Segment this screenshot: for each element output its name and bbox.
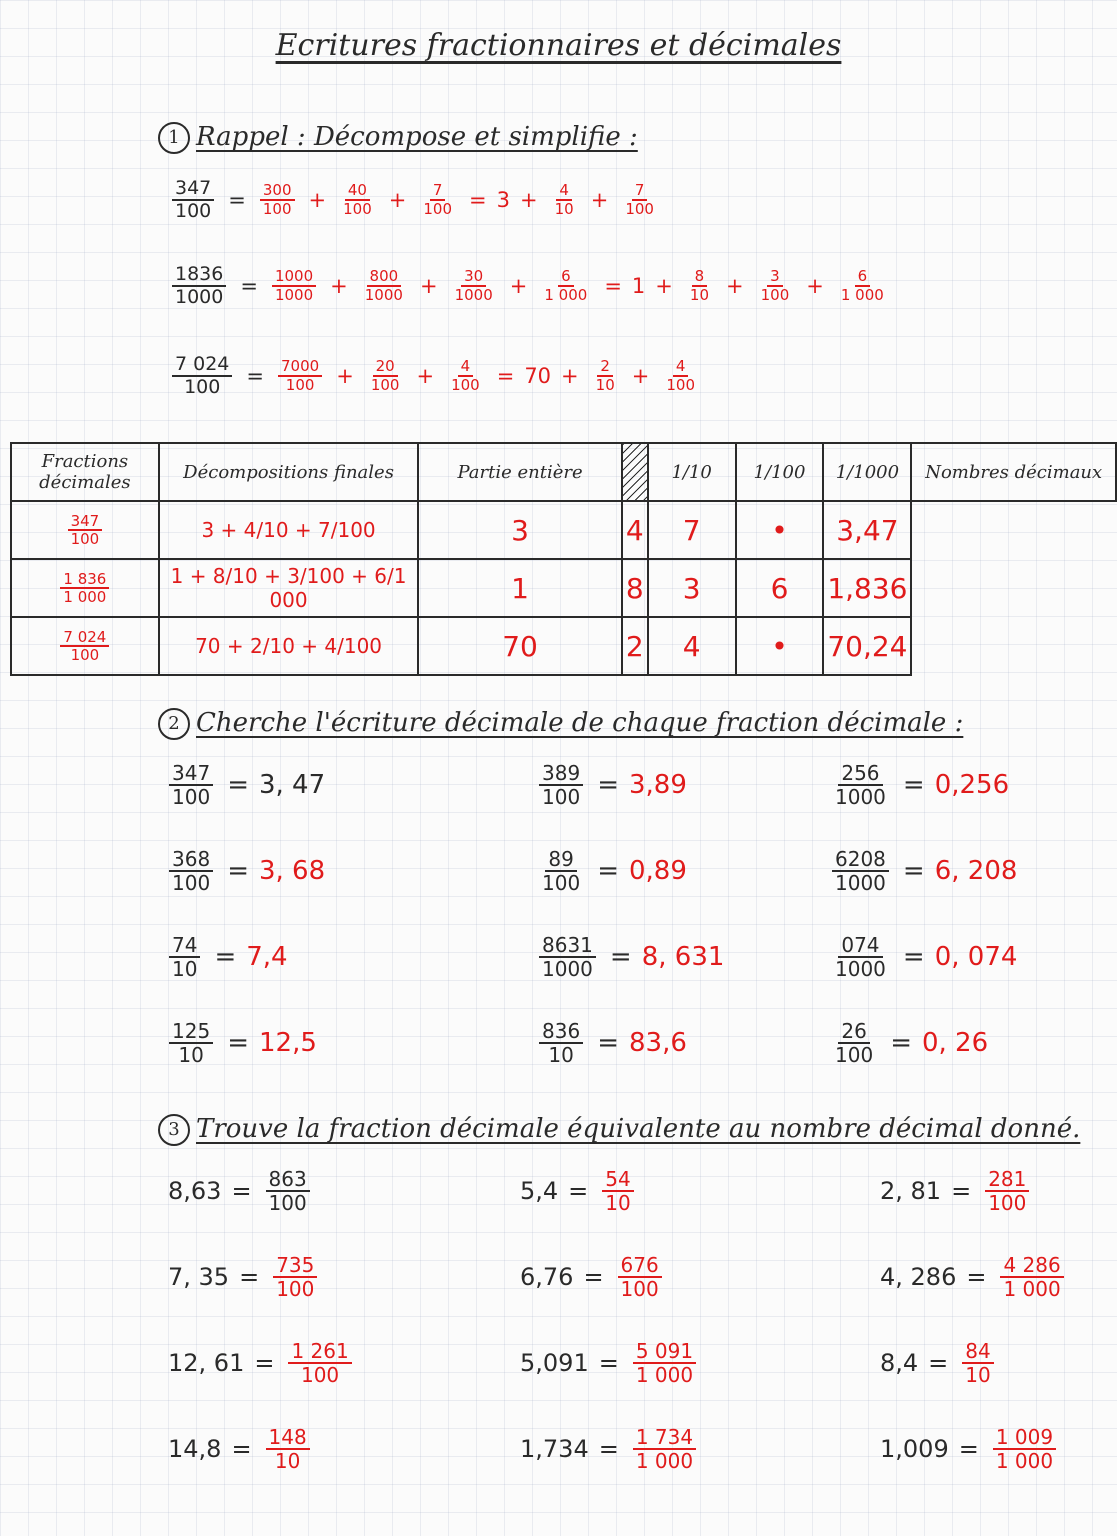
exercise-3-item: [880, 1254, 1068, 1300]
numerator: 84: [962, 1340, 993, 1364]
column-header: 1/100: [736, 443, 824, 501]
table-cell: 70 + 2/10 + 4/100: [159, 617, 419, 675]
fraction-answer: [633, 1340, 696, 1386]
table-cell: 8: [622, 559, 648, 617]
plus-sign: +: [330, 273, 348, 298]
exercise-3-item: [520, 1340, 700, 1386]
fraction: [832, 762, 889, 808]
fraction-answer: [1000, 1254, 1063, 1300]
fraction-answer: [288, 1340, 351, 1386]
equals-sign: =: [928, 1349, 949, 1377]
denominator: 100: [988, 1191, 1027, 1215]
exercise-3-item: [880, 1340, 998, 1386]
denominator: 10: [965, 1363, 991, 1387]
table-cell: 2: [622, 617, 648, 675]
denominator: 100: [760, 285, 790, 304]
denominator: 1 000: [840, 285, 884, 304]
fraction: [260, 182, 295, 217]
exercise-2-item: [535, 934, 724, 980]
plus-sign: +: [726, 273, 744, 298]
numerator: 800: [367, 268, 402, 287]
decimal-answer: 6, 208: [934, 856, 1018, 886]
numerator: 8631: [539, 934, 596, 958]
page-title: Ecritures fractionnaires et décimales: [275, 28, 842, 63]
equals-sign: =: [227, 856, 249, 886]
equals-sign: =: [239, 1263, 260, 1291]
exercise-2-item: [535, 1020, 687, 1066]
numerator: 20: [373, 358, 398, 377]
decimal-number: 2, 81: [880, 1177, 942, 1205]
fraction: [687, 268, 712, 303]
fraction: [362, 268, 406, 303]
column-header: Nombres décimaux: [911, 443, 1116, 501]
table-cell: [11, 559, 159, 617]
fraction: [68, 513, 103, 548]
numerator: 6: [558, 268, 574, 287]
table-cell: [11, 617, 159, 675]
column-header: Fractions décimales: [11, 443, 159, 501]
table-cell: 3,47: [823, 501, 911, 559]
decimal-number: 14,8: [168, 1435, 222, 1463]
equals-sign: =: [597, 770, 619, 800]
equals-sign: =: [246, 363, 265, 388]
plus-sign: +: [308, 187, 327, 212]
denominator: 1 000: [635, 1363, 694, 1387]
numerator: 4: [673, 358, 689, 377]
denominator: 100: [542, 785, 581, 809]
decimal-answer: 0, 26: [921, 1028, 989, 1058]
equals-sign: =: [597, 856, 619, 886]
numerator: 4: [458, 358, 474, 377]
numerator: 300: [260, 182, 295, 201]
column-header: 1/1000: [823, 443, 911, 501]
fraction: [832, 848, 889, 894]
numerator: 347: [68, 513, 103, 532]
numerator: 7000: [278, 358, 322, 377]
plus-sign: +: [388, 187, 407, 212]
decimal-number: 1,009: [880, 1435, 949, 1463]
fraction: [172, 264, 226, 308]
numerator: 1836: [172, 264, 226, 287]
table-row: [11, 559, 1116, 617]
equals-sign: =: [597, 1028, 619, 1058]
decimal-number: 5,091: [520, 1349, 589, 1377]
denominator: 1 000: [544, 285, 588, 304]
denominator: 1000: [274, 285, 314, 304]
denominator: 10: [178, 1043, 204, 1067]
integer-part: 70: [524, 363, 552, 388]
separator-column: [622, 443, 648, 501]
equals-sign: =: [951, 1177, 972, 1205]
plus-sign: +: [590, 187, 609, 212]
numerator: 347: [169, 762, 213, 786]
equals-sign: =: [469, 187, 487, 212]
denominator: 1000: [175, 285, 224, 308]
denominator: 100: [666, 375, 695, 394]
numerator: 7 024: [172, 354, 232, 377]
fraction-answer: [993, 1426, 1056, 1472]
decimal-table: [10, 442, 1117, 676]
numerator: 54: [602, 1168, 633, 1192]
fraction: [539, 762, 583, 808]
column-header: 1/10: [648, 443, 736, 501]
denominator: 100: [70, 530, 100, 549]
exercise-3-item: [168, 1426, 314, 1472]
plus-sign: +: [561, 363, 579, 388]
numerator: 6208: [832, 848, 889, 872]
denominator: 10: [689, 285, 709, 304]
fraction-answer: [266, 1168, 310, 1214]
table-cell: 6: [736, 559, 824, 617]
fraction: [169, 762, 213, 808]
table-cell: 4: [622, 501, 648, 559]
table-cell: •: [736, 617, 824, 675]
plus-sign: +: [631, 363, 650, 388]
equals-sign: =: [902, 942, 925, 972]
fraction: [832, 934, 889, 980]
decimal-number: 12, 61: [168, 1349, 245, 1377]
numerator: 1 836: [60, 571, 109, 590]
table-cell: 7: [648, 501, 736, 559]
denominator: 100: [625, 199, 654, 218]
exercise-3-item: [880, 1168, 1033, 1214]
section-3-title-text: Trouve la fraction décimale équivalente au nombre décimal donné.: [196, 1114, 1081, 1144]
column-header: Partie entière: [418, 443, 621, 501]
exercise-3-item: [168, 1168, 314, 1214]
denominator: 1000: [835, 785, 886, 809]
exercise-3-item: [880, 1426, 1060, 1472]
denominator: 100: [184, 375, 221, 398]
denominator: 10: [595, 375, 615, 394]
decimal-answer: 3,89: [628, 770, 687, 800]
numerator: 256: [838, 762, 882, 786]
fraction-answer: [618, 1254, 662, 1300]
numerator: 2: [597, 358, 613, 377]
numerator: 6: [855, 268, 871, 287]
fraction: [541, 268, 590, 303]
plus-sign: +: [336, 363, 354, 388]
denominator: 100: [175, 199, 212, 222]
fraction: [552, 182, 577, 217]
equals-sign: =: [902, 856, 925, 886]
table-cell: 70,24: [823, 617, 911, 675]
numerator: 389: [539, 762, 583, 786]
table-cell: [11, 501, 159, 559]
fraction: [60, 571, 109, 606]
numerator: 735: [273, 1254, 317, 1278]
equals-sign: =: [583, 1263, 604, 1291]
numerator: 1 261: [288, 1340, 351, 1364]
exercise-3-item: [520, 1426, 700, 1472]
equals-sign: =: [231, 1177, 252, 1205]
fraction: [340, 182, 375, 217]
numerator: 1 009: [993, 1426, 1056, 1450]
exercise-2-item: [828, 762, 1009, 808]
numerator: 368: [169, 848, 213, 872]
fraction: [169, 848, 213, 894]
numerator: 7 024: [60, 629, 109, 648]
denominator: 100: [262, 199, 292, 218]
fraction: [172, 354, 232, 398]
denominator: 100: [285, 375, 315, 394]
decimal-number: 1,734: [520, 1435, 589, 1463]
denominator: 100: [343, 199, 372, 218]
exercise-2-item: [165, 762, 325, 808]
denominator: 1000: [454, 285, 493, 304]
exercise-3-item: [520, 1254, 666, 1300]
denominator: 100: [70, 646, 100, 665]
section-1-title: [158, 122, 638, 154]
table-cell: 70: [418, 617, 621, 675]
numerator: 74: [169, 934, 200, 958]
denominator: 100: [276, 1277, 315, 1301]
plus-sign: +: [806, 273, 824, 298]
denominator: 1 000: [635, 1449, 694, 1473]
fraction-answer: [602, 1168, 633, 1214]
fraction: [593, 358, 618, 393]
decimal-answer: 0,256: [934, 770, 1010, 800]
section-2-number: 2: [158, 708, 190, 740]
decomposition-row-1: [168, 178, 661, 222]
numerator: 3: [767, 268, 783, 287]
table-cell: 3 + 4/10 + 7/100: [159, 501, 419, 559]
table-cell: 1: [418, 559, 621, 617]
numerator: 148: [266, 1426, 310, 1450]
exercise-2-item: [828, 1020, 988, 1066]
integer-part: 3: [496, 187, 510, 212]
section-2-title: [158, 708, 963, 740]
plus-sign: +: [509, 273, 528, 298]
numerator: 7: [632, 182, 648, 201]
numerator: 1 734: [633, 1426, 696, 1450]
numerator: 281: [985, 1168, 1029, 1192]
fraction: [368, 358, 403, 393]
denominator: 1000: [835, 957, 886, 981]
denominator: 100: [620, 1277, 659, 1301]
decimal-answer: 83,6: [628, 1028, 687, 1058]
denominator: 100: [172, 785, 211, 809]
equals-sign: =: [598, 1349, 619, 1377]
numerator: 4: [556, 182, 572, 201]
fraction-answer: [962, 1340, 993, 1386]
equals-sign: =: [227, 770, 249, 800]
section-1-number: 1: [158, 122, 190, 154]
equals-sign: =: [228, 187, 246, 212]
equals-sign: =: [240, 273, 258, 298]
fraction: [60, 629, 109, 664]
fraction-answer: [266, 1426, 310, 1472]
equals-sign: =: [231, 1435, 252, 1463]
equals-sign: =: [966, 1263, 987, 1291]
fraction: [539, 848, 583, 894]
fraction: [838, 268, 887, 303]
numerator: 5 091: [633, 1340, 696, 1364]
fraction: [758, 268, 793, 303]
denominator: 1000: [835, 871, 886, 895]
table-cell: 4: [648, 617, 736, 675]
table-cell: 1,836: [823, 559, 911, 617]
decomposition-row-2: [168, 264, 891, 308]
fraction-answer: [273, 1254, 317, 1300]
exercise-3-item: [168, 1254, 321, 1300]
fraction: [539, 1020, 583, 1066]
fraction: [172, 178, 214, 222]
fraction: [832, 1020, 876, 1066]
denominator: 1 000: [63, 588, 107, 607]
decimal-answer: 7,4: [246, 942, 288, 972]
denominator: 100: [370, 375, 400, 394]
denominator: 1 000: [995, 1449, 1054, 1473]
numerator: 4 286: [1000, 1254, 1063, 1278]
decimal-number: 5,4: [520, 1177, 559, 1205]
decimal-number: 7, 35: [168, 1263, 230, 1291]
numerator: 836: [539, 1020, 583, 1044]
decimal-answer: 12,5: [258, 1028, 317, 1058]
equals-sign: =: [598, 1435, 619, 1463]
denominator: 1 000: [1003, 1277, 1061, 1301]
decimal-number: 4, 286: [880, 1263, 957, 1291]
table-cell: 3: [648, 559, 736, 617]
exercise-2-item: [535, 848, 687, 894]
section-3-title: [158, 1114, 1080, 1146]
fraction: [452, 268, 496, 303]
numerator: 347: [172, 178, 214, 201]
fraction: [420, 182, 455, 217]
fraction-answer: [633, 1426, 696, 1472]
exercise-2-item: [165, 934, 288, 980]
fraction: [448, 358, 483, 393]
equals-sign: =: [214, 942, 237, 972]
fraction: [622, 182, 657, 217]
numerator: 30: [461, 268, 486, 287]
denominator: 100: [451, 375, 480, 394]
decimal-answer: 3, 68: [258, 856, 326, 886]
exercise-2-item: [535, 762, 687, 808]
section-2-title-text: Cherche l'écriture décimale de chaque fraction décimale :: [196, 708, 964, 738]
fraction: [169, 934, 200, 980]
plus-sign: +: [416, 363, 435, 388]
numerator: 863: [266, 1168, 310, 1192]
decimal-number: 8,63: [168, 1177, 222, 1205]
exercise-3-item: [520, 1168, 638, 1214]
table-header-row: [11, 443, 1116, 501]
equals-sign: =: [568, 1177, 589, 1205]
fraction-answer: [985, 1168, 1029, 1214]
exercise-2-item: [165, 1020, 317, 1066]
equals-sign: =: [890, 1028, 912, 1058]
table-cell: •: [736, 501, 824, 559]
section-3-number: 3: [158, 1114, 190, 1146]
plus-sign: +: [520, 187, 538, 212]
table-row: [11, 617, 1116, 675]
exercise-2-item: [828, 848, 1017, 894]
exercise-3-item: [168, 1340, 356, 1386]
numerator: 89: [545, 848, 576, 872]
column-header: Décompositions finales: [159, 443, 419, 501]
denominator: 100: [268, 1191, 307, 1215]
numerator: 676: [618, 1254, 662, 1278]
plus-sign: +: [419, 273, 438, 298]
equals-sign: =: [254, 1349, 275, 1377]
fraction: [663, 358, 698, 393]
equals-sign: =: [902, 770, 925, 800]
denominator: 10: [548, 1043, 574, 1067]
decimal-answer: 8, 631: [641, 942, 725, 972]
numerator: 8: [692, 268, 708, 287]
denominator: 100: [835, 1043, 874, 1067]
fraction: [272, 268, 316, 303]
table-cell: 3: [418, 501, 621, 559]
denominator: 10: [605, 1191, 631, 1215]
decimal-number: 6,76: [520, 1263, 574, 1291]
denominator: 10: [554, 199, 574, 218]
equals-sign: =: [609, 942, 632, 972]
numerator: 7: [430, 182, 446, 201]
fraction: [278, 358, 322, 393]
numerator: 1000: [272, 268, 316, 287]
plus-sign: +: [655, 273, 673, 298]
decomposition-row-3: [168, 354, 702, 398]
numerator: 40: [345, 182, 370, 201]
denominator: 100: [300, 1363, 340, 1387]
integer-part: 1: [631, 273, 646, 298]
table-cell: 1 + 8/10 + 3/100 + 6/1 000: [159, 559, 419, 617]
numerator: 26: [838, 1020, 869, 1044]
denominator: 100: [423, 199, 453, 218]
section-1-title-text: Rappel : Décompose et simplifie :: [196, 122, 638, 152]
decimal-number: 8,4: [880, 1349, 919, 1377]
denominator: 1000: [542, 957, 593, 981]
fraction: [169, 1020, 213, 1066]
denominator: 10: [274, 1449, 301, 1473]
exercise-2-item: [165, 848, 325, 894]
decimal-answer: 0, 074: [934, 942, 1018, 972]
denominator: 100: [172, 871, 211, 895]
fraction: [539, 934, 596, 980]
denominator: 100: [542, 871, 581, 895]
numerator: 074: [838, 934, 882, 958]
numerator: 125: [169, 1020, 213, 1044]
table-row: [11, 501, 1116, 559]
decimal-answer: 0,89: [628, 856, 687, 886]
equals-sign: =: [604, 273, 622, 298]
equals-sign: =: [227, 1028, 249, 1058]
denominator: 10: [172, 957, 198, 981]
denominator: 1000: [364, 285, 403, 304]
exercise-2-item: [828, 934, 1017, 980]
decimal-answer: 3, 47: [258, 770, 326, 800]
equals-sign: =: [496, 363, 515, 388]
equals-sign: =: [958, 1435, 979, 1463]
